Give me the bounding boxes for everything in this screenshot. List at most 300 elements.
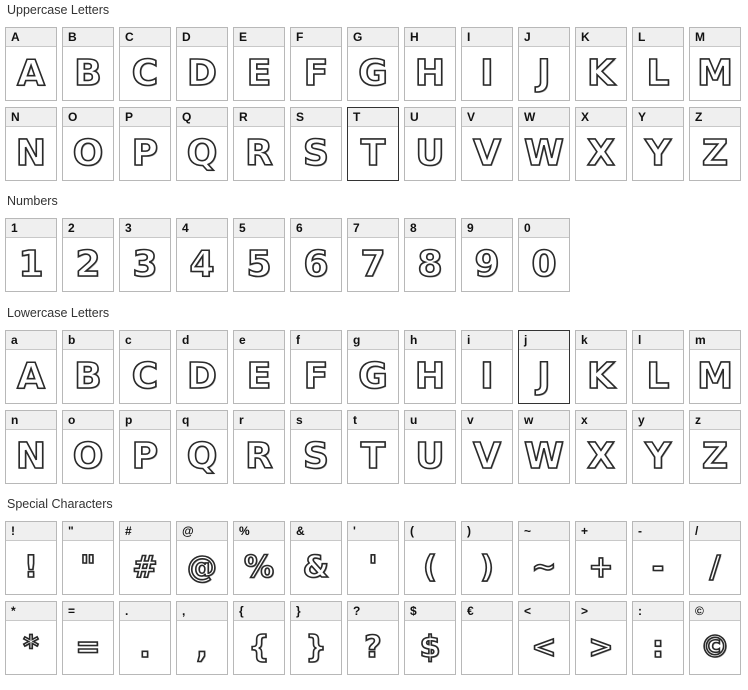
glyph-preview-char: R [245, 132, 273, 174]
glyph-cell-label: $ [405, 602, 455, 621]
glyph-preview-char: U [415, 435, 445, 477]
glyph-preview [234, 350, 284, 403]
glyph-preview-char: } [305, 629, 327, 665]
glyph-preview-char: > [588, 629, 614, 665]
glyph-cell[interactable] [518, 218, 570, 292]
glyph-preview [177, 541, 227, 594]
glyph-cell-label: . [120, 602, 170, 621]
glyph-cell[interactable] [575, 107, 627, 181]
glyph-preview-char: Z [701, 435, 729, 477]
glyph-preview [690, 47, 740, 100]
glyph-preview [348, 430, 398, 483]
glyph-cell[interactable] [176, 521, 228, 595]
glyph-cell-label: ! [6, 522, 56, 541]
glyph-cell-label: Q [177, 108, 227, 127]
glyph-preview-char: E [246, 355, 272, 397]
glyph-preview [291, 350, 341, 403]
glyph-preview-char: D [187, 52, 217, 94]
glyph-cell[interactable] [5, 521, 57, 595]
glyph-preview-char: E [246, 52, 272, 94]
glyph-cell[interactable] [290, 27, 342, 101]
glyph-preview-char: T [360, 435, 386, 477]
glyph-preview [177, 238, 227, 291]
glyph-preview-char: H [414, 355, 446, 397]
glyph-preview-char: * [23, 629, 39, 665]
glyph-preview [690, 430, 740, 483]
glyph-cell[interactable] [632, 330, 684, 404]
glyph-preview [291, 47, 341, 100]
glyph-cell-label: 9 [462, 219, 512, 238]
glyph-cell[interactable] [347, 27, 399, 101]
glyph-preview-char: B [74, 52, 102, 94]
glyph-cell-label: + [576, 522, 626, 541]
glyph-cell-label: A [6, 28, 56, 47]
glyph-preview [348, 350, 398, 403]
glyph-cell-label: J [519, 28, 569, 47]
glyph-preview-char: & [302, 549, 330, 585]
glyph-cell-label: U [405, 108, 455, 127]
glyph-cell[interactable] [290, 521, 342, 595]
glyph-cell[interactable] [5, 107, 57, 181]
glyph-preview-char: ( [423, 549, 437, 585]
glyph-preview [462, 238, 512, 291]
glyph-preview [405, 127, 455, 180]
glyph-cell-label: k [576, 331, 626, 350]
glyph-cell-label: 8 [405, 219, 455, 238]
glyph-cell-label: , [177, 602, 227, 621]
glyph-cell[interactable] [461, 107, 513, 181]
glyph-cell[interactable] [575, 27, 627, 101]
glyph-preview [348, 47, 398, 100]
glyph-preview [519, 350, 569, 403]
glyph-cell-label: h [405, 331, 455, 350]
glyph-cell[interactable] [233, 330, 285, 404]
glyph-preview [63, 127, 113, 180]
glyph-cell-label: C [120, 28, 170, 47]
glyph-preview [291, 541, 341, 594]
glyph-cell-label: T [348, 108, 398, 127]
glyph-cell-label: t [348, 411, 398, 430]
glyph-cell-label: j [519, 331, 569, 350]
glyph-cell[interactable] [119, 330, 171, 404]
glyph-preview [462, 621, 512, 674]
glyph-cell-label: f [291, 331, 341, 350]
glyph-preview-char: ! [24, 549, 38, 585]
glyph-preview-char: F [303, 52, 329, 94]
glyph-preview-char: = [75, 629, 101, 665]
glyph-preview [6, 621, 56, 674]
glyph-cell-label: L [633, 28, 683, 47]
glyph-cell[interactable] [518, 330, 570, 404]
glyph-cell[interactable] [347, 330, 399, 404]
section-title-lowercase: Lowercase Letters [7, 306, 110, 320]
glyph-cell-label: d [177, 331, 227, 350]
glyph-preview [519, 238, 569, 291]
glyph-preview-char: @ [187, 549, 217, 585]
glyph-preview-char: , [196, 629, 208, 665]
glyph-cell[interactable] [575, 330, 627, 404]
glyph-preview [348, 238, 398, 291]
glyph-cell-label: } [291, 602, 341, 621]
glyph-cell-label: W [519, 108, 569, 127]
glyph-preview-char: L [646, 52, 670, 94]
glyph-cell[interactable] [176, 330, 228, 404]
glyph-preview-char: 5 [246, 243, 272, 285]
glyph-preview [291, 430, 341, 483]
glyph-cell[interactable] [5, 601, 57, 675]
glyph-cell[interactable] [575, 521, 627, 595]
glyph-cell[interactable] [5, 27, 57, 101]
glyph-cell-label: H [405, 28, 455, 47]
glyph-preview [405, 541, 455, 594]
section-title-uppercase: Uppercase Letters [7, 3, 110, 17]
glyph-cell-label: c [120, 331, 170, 350]
glyph-preview-char: < [531, 629, 557, 665]
glyph-preview-char: P [131, 132, 159, 174]
glyph-preview [120, 127, 170, 180]
glyph-preview-char: . [139, 629, 151, 665]
glyph-preview-char: M [697, 355, 733, 397]
glyph-preview [405, 430, 455, 483]
glyph-preview-char: ' [368, 549, 378, 585]
glyph-cell[interactable] [461, 521, 513, 595]
glyph-cell-label: ) [462, 522, 512, 541]
glyph-cell[interactable] [5, 410, 57, 484]
glyph-preview [120, 47, 170, 100]
glyph-preview-char: 1 [18, 243, 44, 285]
glyph-preview-char: J [537, 355, 551, 397]
glyph-preview-char: C [131, 355, 159, 397]
glyph-cell[interactable] [290, 410, 342, 484]
glyph-cell[interactable] [290, 601, 342, 675]
glyph-preview [405, 238, 455, 291]
glyph-cell-label: / [690, 522, 740, 541]
glyph-preview [462, 541, 512, 594]
glyph-preview-char: - [651, 549, 665, 585]
glyph-preview [519, 541, 569, 594]
glyph-cell-label: & [291, 522, 341, 541]
glyph-preview [291, 127, 341, 180]
glyph-cell[interactable] [404, 27, 456, 101]
glyph-preview [120, 621, 170, 674]
glyph-cell[interactable] [689, 107, 741, 181]
glyph-cell[interactable] [518, 521, 570, 595]
glyph-preview-char: D [187, 355, 217, 397]
glyph-preview-char: G [358, 355, 388, 397]
glyph-preview [519, 127, 569, 180]
glyph-preview [690, 621, 740, 674]
glyph-cell-label: 2 [63, 219, 113, 238]
glyph-preview [177, 350, 227, 403]
glyph-cell[interactable] [176, 218, 228, 292]
glyph-preview-char: 4 [189, 243, 215, 285]
glyph-preview [177, 127, 227, 180]
glyph-cell[interactable] [461, 27, 513, 101]
glyph-cell[interactable] [290, 330, 342, 404]
glyph-preview [519, 621, 569, 674]
glyph-cell[interactable] [347, 410, 399, 484]
glyph-preview-char: W [524, 435, 564, 477]
glyph-cell[interactable] [347, 601, 399, 675]
glyph-cell-label: = [63, 602, 113, 621]
glyph-preview [234, 541, 284, 594]
glyph-preview-char: # [132, 549, 158, 585]
glyph-cell[interactable] [689, 27, 741, 101]
glyph-preview-char: R [245, 435, 273, 477]
glyph-preview [462, 47, 512, 100]
glyph-preview [519, 430, 569, 483]
glyph-cell[interactable] [404, 218, 456, 292]
glyph-preview-char: + [588, 549, 614, 585]
glyph-preview [6, 350, 56, 403]
glyph-cell[interactable] [233, 601, 285, 675]
glyph-preview [690, 127, 740, 180]
glyph-preview-char: K [587, 52, 615, 94]
glyph-cell[interactable] [689, 410, 741, 484]
glyph-cell-label: l [633, 331, 683, 350]
glyph-cell[interactable] [62, 521, 114, 595]
glyph-cell-label: @ [177, 522, 227, 541]
glyph-cell[interactable] [347, 218, 399, 292]
glyph-cell-label: 0 [519, 219, 569, 238]
glyph-preview [234, 47, 284, 100]
glyph-preview-char: P [131, 435, 159, 477]
glyph-cell[interactable] [62, 410, 114, 484]
glyph-cell-label: u [405, 411, 455, 430]
glyph-cell-label: n [6, 411, 56, 430]
glyph-cell-label: F [291, 28, 341, 47]
glyph-preview [6, 238, 56, 291]
glyph-cell-label: b [63, 331, 113, 350]
glyph-cell-label: B [63, 28, 113, 47]
glyph-cell[interactable] [632, 410, 684, 484]
glyph-cell-label: V [462, 108, 512, 127]
glyph-preview-char: ? [364, 629, 382, 665]
glyph-cell[interactable] [5, 218, 57, 292]
glyph-cell[interactable] [119, 521, 171, 595]
glyph-cell[interactable] [404, 410, 456, 484]
section-title-special: Special Characters [7, 497, 113, 511]
glyph-cell-label: m [690, 331, 740, 350]
glyph-cell[interactable] [461, 601, 513, 675]
glyph-preview-char: I [480, 355, 494, 397]
glyph-cell[interactable] [347, 521, 399, 595]
glyph-preview [348, 621, 398, 674]
glyph-preview [6, 430, 56, 483]
glyph-cell-label: p [120, 411, 170, 430]
glyph-cell[interactable] [62, 218, 114, 292]
glyph-preview-char: H [414, 52, 446, 94]
glyph-preview-char: A [17, 355, 45, 397]
glyph-preview [291, 621, 341, 674]
glyph-cell[interactable] [347, 107, 399, 181]
glyph-preview [576, 350, 626, 403]
glyph-preview [576, 47, 626, 100]
glyph-preview-char: S [303, 132, 329, 174]
glyph-cell-label: < [519, 602, 569, 621]
glyph-cell[interactable] [119, 107, 171, 181]
glyph-preview-char: Q [186, 132, 218, 174]
glyph-cell[interactable] [575, 601, 627, 675]
glyph-preview-char: ~ [531, 549, 557, 585]
glyph-cell-label: Z [690, 108, 740, 127]
glyph-cell-label: 7 [348, 219, 398, 238]
glyph-cell[interactable] [176, 27, 228, 101]
glyph-preview [405, 350, 455, 403]
glyph-cell[interactable] [233, 27, 285, 101]
glyph-cell-label: 1 [6, 219, 56, 238]
glyph-cell[interactable] [632, 521, 684, 595]
glyph-cell-label: N [6, 108, 56, 127]
glyph-cell[interactable] [5, 330, 57, 404]
glyph-preview [633, 350, 683, 403]
glyph-cell[interactable] [518, 410, 570, 484]
glyph-cell-label: © [690, 602, 740, 621]
glyph-cell[interactable] [518, 601, 570, 675]
glyph-cell-label: > [576, 602, 626, 621]
glyph-cell[interactable] [62, 107, 114, 181]
glyph-preview [462, 430, 512, 483]
glyph-cell-label: 4 [177, 219, 227, 238]
glyph-preview [234, 127, 284, 180]
glyph-cell[interactable] [689, 330, 741, 404]
glyph-cell[interactable] [176, 601, 228, 675]
glyph-cell-label: M [690, 28, 740, 47]
glyph-preview [6, 541, 56, 594]
glyph-preview [633, 430, 683, 483]
glyph-cell-label: : [633, 602, 683, 621]
glyph-preview-char: N [15, 435, 47, 477]
glyph-cell[interactable] [632, 27, 684, 101]
glyph-cell[interactable] [461, 330, 513, 404]
glyph-preview [690, 350, 740, 403]
glyph-cell[interactable] [518, 107, 570, 181]
glyph-cell[interactable] [290, 107, 342, 181]
glyph-preview [234, 238, 284, 291]
glyph-preview [576, 127, 626, 180]
glyph-cell-label: ( [405, 522, 455, 541]
glyph-cell[interactable] [62, 27, 114, 101]
glyph-preview-char: A [17, 52, 45, 94]
glyph-cell[interactable] [404, 107, 456, 181]
glyph-cell[interactable] [575, 410, 627, 484]
glyph-cell-label: w [519, 411, 569, 430]
glyph-preview-char: W [524, 132, 564, 174]
glyph-cell[interactable] [632, 107, 684, 181]
glyph-cell-label: I [462, 28, 512, 47]
glyph-preview [6, 47, 56, 100]
glyph-preview-char: K [587, 355, 615, 397]
glyph-cell-label: 5 [234, 219, 284, 238]
glyph-cell-label: y [633, 411, 683, 430]
glyph-cell-label: z [690, 411, 740, 430]
glyph-cell-label: € [462, 602, 512, 621]
glyph-preview-char: J [537, 52, 551, 94]
glyph-cell-label: P [120, 108, 170, 127]
glyph-preview-char: ) [480, 549, 494, 585]
glyph-cell[interactable] [461, 410, 513, 484]
glyph-cell[interactable] [62, 601, 114, 675]
glyph-preview-char: 0 [531, 243, 557, 285]
glyph-cell[interactable] [404, 330, 456, 404]
glyph-cell-label: x [576, 411, 626, 430]
glyph-preview [63, 47, 113, 100]
glyph-preview [348, 127, 398, 180]
glyph-cell[interactable] [119, 410, 171, 484]
glyph-cell[interactable] [233, 521, 285, 595]
glyph-preview-char: % [243, 549, 275, 585]
glyph-cell-label: E [234, 28, 284, 47]
glyph-cell[interactable] [689, 601, 741, 675]
glyph-cell-label: ? [348, 602, 398, 621]
glyph-preview [405, 47, 455, 100]
glyph-cell[interactable] [119, 601, 171, 675]
glyph-preview-char: V [473, 132, 501, 174]
glyph-preview-char: I [480, 52, 494, 94]
glyph-preview [120, 350, 170, 403]
glyph-preview [63, 350, 113, 403]
glyph-preview [120, 430, 170, 483]
glyph-cell-label: # [120, 522, 170, 541]
glyph-preview [405, 621, 455, 674]
glyph-preview-char: : [652, 629, 664, 665]
glyph-cell-label: v [462, 411, 512, 430]
glyph-preview [234, 621, 284, 674]
glyph-preview-char: Z [701, 132, 729, 174]
glyph-cell[interactable] [689, 521, 741, 595]
glyph-cell[interactable] [461, 218, 513, 292]
glyph-preview [291, 238, 341, 291]
glyph-cell[interactable] [290, 218, 342, 292]
glyph-preview-char: B [74, 355, 102, 397]
glyph-preview-char: 2 [75, 243, 101, 285]
glyph-preview [177, 47, 227, 100]
glyph-cell[interactable] [404, 601, 456, 675]
glyph-preview-char: 3 [132, 243, 158, 285]
glyph-preview-char: T [360, 132, 386, 174]
glyph-cell[interactable] [233, 107, 285, 181]
glyph-preview [177, 621, 227, 674]
glyph-cell[interactable] [632, 601, 684, 675]
glyph-cell-label: R [234, 108, 284, 127]
glyph-cell[interactable] [233, 410, 285, 484]
glyph-preview-char: Y [644, 132, 672, 174]
glyph-preview [462, 350, 512, 403]
glyph-cell-label: X [576, 108, 626, 127]
section-title-numbers: Numbers [7, 194, 58, 208]
glyph-preview-char: N [15, 132, 47, 174]
glyph-cell[interactable] [62, 330, 114, 404]
glyph-preview [120, 541, 170, 594]
glyph-cell[interactable] [119, 27, 171, 101]
glyph-cell-label: e [234, 331, 284, 350]
glyph-preview [462, 127, 512, 180]
glyph-cell[interactable] [176, 410, 228, 484]
glyph-cell-label: Y [633, 108, 683, 127]
glyph-cell[interactable] [119, 218, 171, 292]
glyph-cell[interactable] [233, 218, 285, 292]
glyph-cell[interactable] [518, 27, 570, 101]
glyph-cell[interactable] [176, 107, 228, 181]
glyph-preview-char: Q [186, 435, 218, 477]
glyph-preview-char: $ [419, 629, 441, 665]
glyph-preview-char: " [80, 549, 96, 585]
glyph-preview-char: U [415, 132, 445, 174]
glyph-preview [576, 430, 626, 483]
glyph-preview-char: 6 [303, 243, 329, 285]
glyph-cell-label: r [234, 411, 284, 430]
glyph-cell[interactable] [404, 521, 456, 595]
